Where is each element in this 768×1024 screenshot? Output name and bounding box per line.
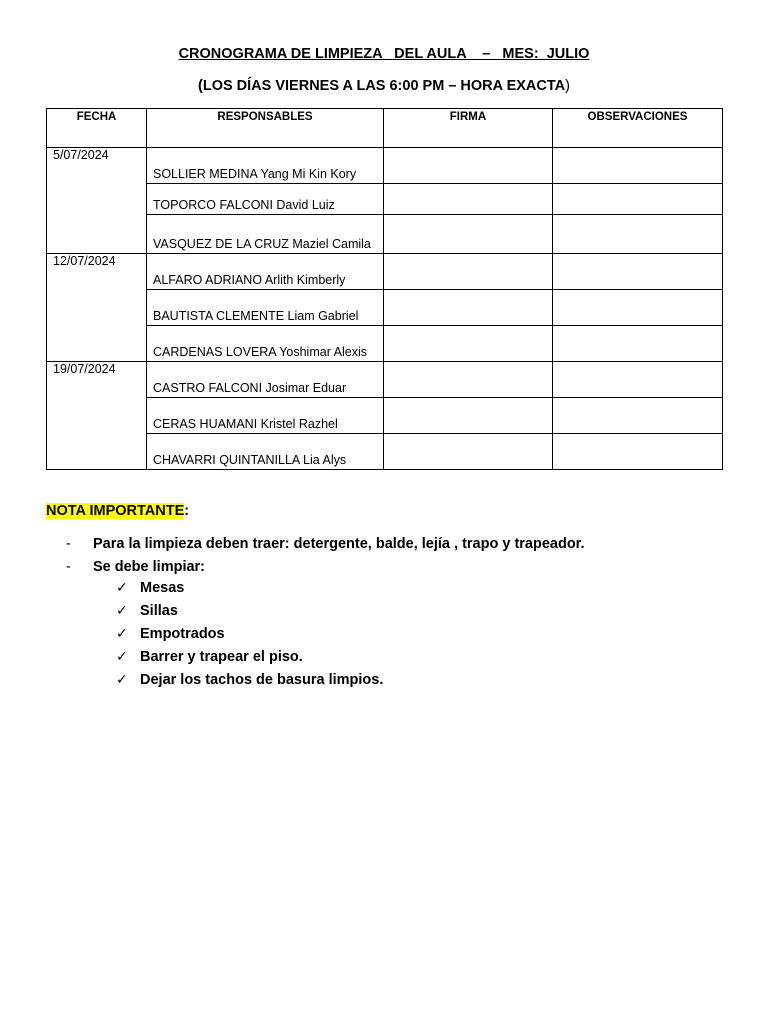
instruction-text: Para la limpieza deben traer: detergente, balde, lejía , trapo y trapeador. <box>93 536 585 552</box>
checklist-item <box>116 602 383 625</box>
header-fecha: FECHA <box>47 109 147 148</box>
observations-cell[interactable] <box>553 290 723 326</box>
table-row <box>47 290 723 326</box>
subtitle-text: (LOS DÍAS VIERNES A LAS 6:00 PM – HORA EXACTA <box>198 78 566 94</box>
table-row <box>47 362 723 398</box>
important-note-heading <box>46 503 189 519</box>
signature-cell[interactable] <box>384 398 553 434</box>
header-firma: FIRMA <box>384 109 553 148</box>
checkmark-icon: ✓ <box>116 626 128 642</box>
checklist-text: Empotrados <box>140 626 225 642</box>
checkmark-icon: ✓ <box>116 603 128 619</box>
responsible-cell: CHAVARRI QUINTANILLA Lia Alys <box>147 434 384 470</box>
observations-cell[interactable] <box>553 326 723 362</box>
table-row <box>47 254 723 290</box>
observations-cell[interactable] <box>553 362 723 398</box>
page-title: CRONOGRAMA DE LIMPIEZA DEL AULA – MES: JULIO <box>178 46 590 62</box>
checklist-text: Dejar los tachos de basura limpios. <box>140 672 384 688</box>
signature-cell[interactable] <box>384 184 553 215</box>
checklist-item <box>116 671 383 694</box>
list-item <box>66 535 585 558</box>
date-cell: 12/07/2024 <box>47 254 147 362</box>
cleaning-schedule-table <box>46 108 723 470</box>
observations-cell[interactable] <box>553 184 723 215</box>
responsible-cell: TOPORCO FALCONI David Luiz <box>147 184 384 215</box>
table-row <box>47 184 723 215</box>
checklist-item <box>116 648 383 671</box>
signature-cell[interactable] <box>384 362 553 398</box>
checklist-item <box>116 625 383 648</box>
table-header-row <box>47 109 723 148</box>
table-row <box>47 148 723 184</box>
dash-bullet-icon: - <box>66 559 71 575</box>
responsible-cell: CARDENAS LOVERA Yoshimar Alexis <box>147 326 384 362</box>
signature-cell[interactable] <box>384 290 553 326</box>
observations-cell[interactable] <box>553 148 723 184</box>
signature-cell[interactable] <box>384 326 553 362</box>
header-responsables: RESPONSABLES <box>147 109 384 148</box>
instructions-list <box>66 535 585 581</box>
responsible-cell: ALFARO ADRIANO Arlith Kimberly <box>147 254 384 290</box>
table-row <box>47 215 723 254</box>
responsible-cell: SOLLIER MEDINA Yang Mi Kin Kory <box>147 148 384 184</box>
checklist-text: Barrer y trapear el piso. <box>140 649 303 665</box>
subtitle-close-paren: ) <box>565 78 570 94</box>
dash-bullet-icon: - <box>66 536 71 552</box>
observations-cell[interactable] <box>553 254 723 290</box>
signature-cell[interactable] <box>384 254 553 290</box>
signature-cell[interactable] <box>384 148 553 184</box>
checklist-item <box>116 579 383 602</box>
responsible-cell: BAUTISTA CLEMENTE Liam Gabriel <box>147 290 384 326</box>
observations-cell[interactable] <box>553 215 723 254</box>
responsible-cell: CERAS HUAMANI Kristel Razhel <box>147 398 384 434</box>
observations-cell[interactable] <box>553 398 723 434</box>
checkmark-icon: ✓ <box>116 672 128 688</box>
list-item <box>66 558 585 581</box>
page-subtitle <box>0 78 768 94</box>
date-cell: 19/07/2024 <box>47 362 147 470</box>
signature-cell[interactable] <box>384 434 553 470</box>
checklist-text: Mesas <box>140 580 185 596</box>
instruction-text: Se debe limpiar: <box>93 559 206 575</box>
checkmark-icon: ✓ <box>116 649 128 665</box>
table-row <box>47 326 723 362</box>
table-row <box>47 398 723 434</box>
table-row <box>47 434 723 470</box>
important-note-label: NOTA IMPORTANTE <box>46 503 185 519</box>
checklist-text: Sillas <box>140 603 178 619</box>
observations-cell[interactable] <box>553 434 723 470</box>
important-note-colon: : <box>184 503 190 519</box>
checkmark-icon: ✓ <box>116 580 128 596</box>
header-observaciones: OBSERVACIONES <box>553 109 723 148</box>
date-cell: 5/07/2024 <box>47 148 147 254</box>
cleaning-checklist <box>116 579 383 694</box>
signature-cell[interactable] <box>384 215 553 254</box>
responsible-cell: CASTRO FALCONI Josimar Eduar <box>147 362 384 398</box>
responsible-cell: VASQUEZ DE LA CRUZ Maziel Camila <box>147 215 384 254</box>
